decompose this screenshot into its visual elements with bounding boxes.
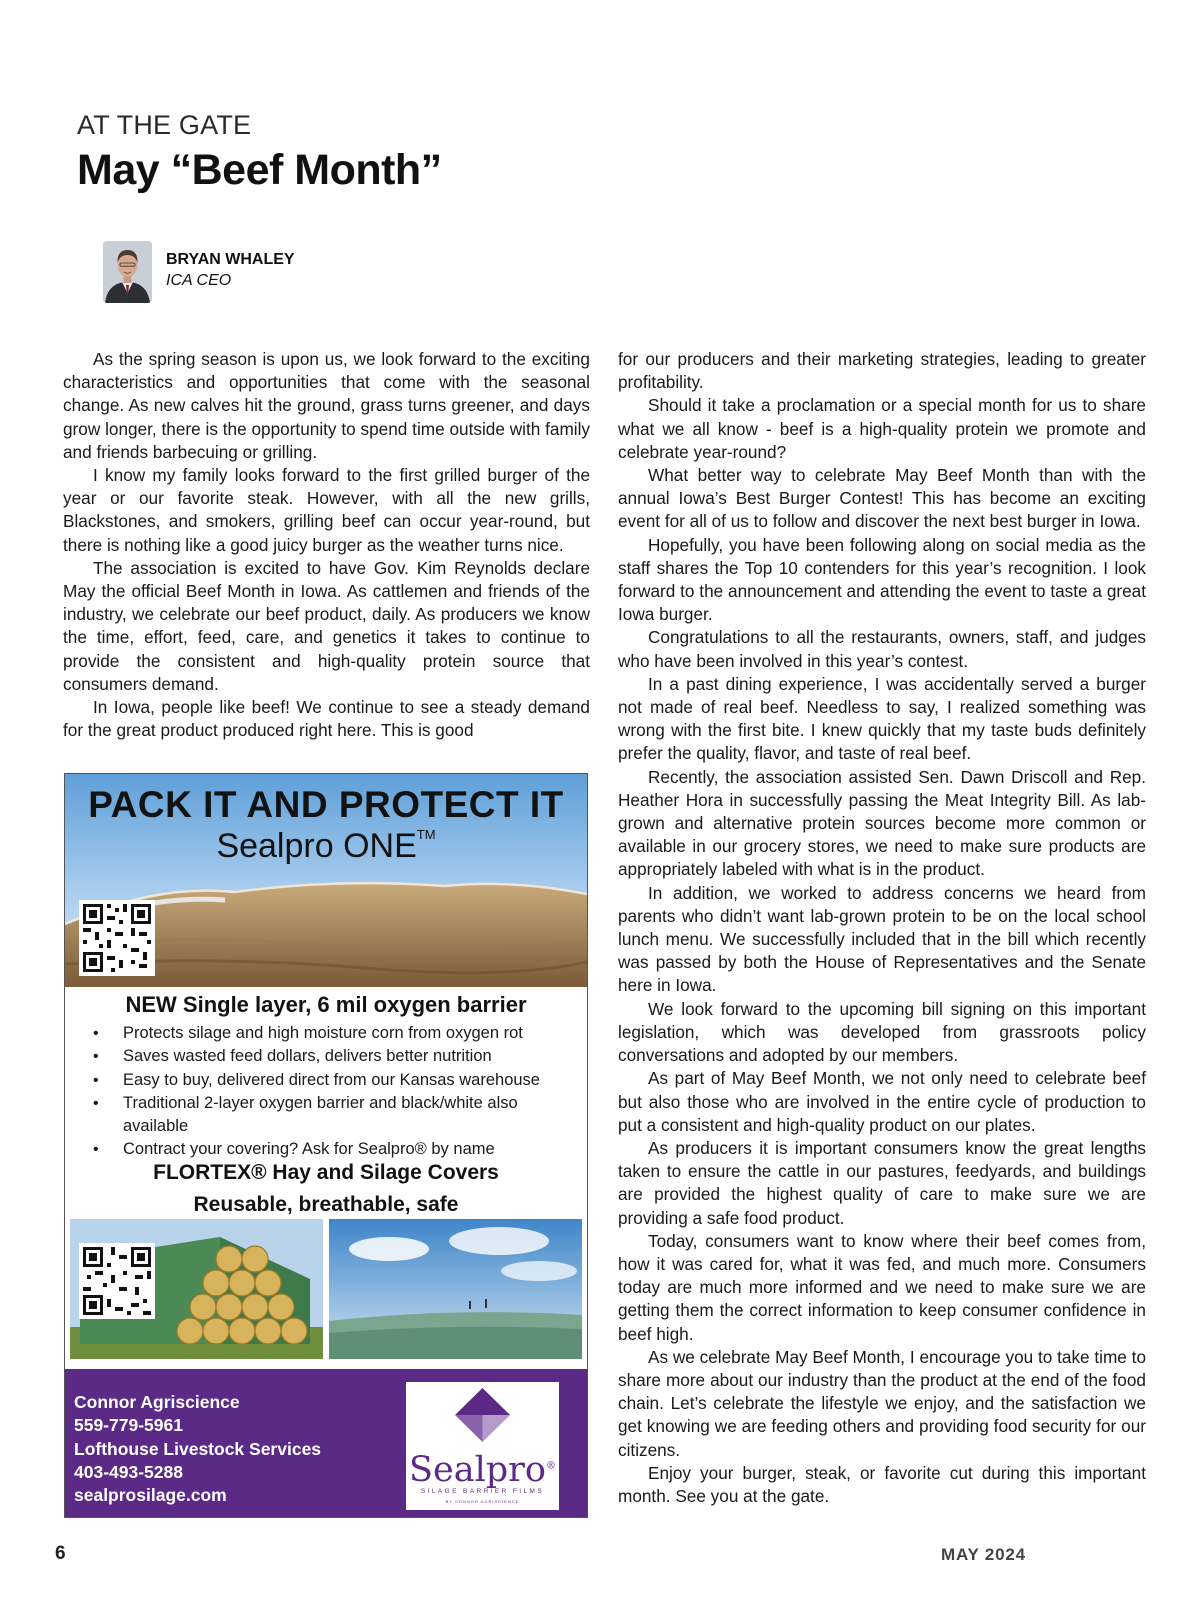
paragraph: Congratulations to all the restaurants, owners, staff, and judges who have been involved in this year’s contest.: [618, 627, 1146, 671]
paragraph: Recently, the association assisted Sen. Dawn Driscoll and Rep. Heather Hora in successfully passing the Meat Integrity Bill. As lab-grown and alternative protein sources become more common or available in our grocery stores, we need to make sure products are appropriately labeled with what is in the product.: [618, 766, 1146, 880]
list-item: • Contract your covering? Ask for Sealpro® by name: [93, 1138, 573, 1161]
field-covers-photo: [329, 1219, 582, 1359]
contact-website-link[interactable]: sealprosilage.com: [74, 1485, 227, 1506]
paragraph: What better way to celebrate May Beef Month than with the annual Iowa’s Best Burger Contest! This has become an exciting event for all of us to follow and discover the next best burger in Iowa.: [618, 465, 1146, 532]
author-byline: [103, 241, 503, 305]
qr-code-icon[interactable]: [79, 900, 155, 976]
paragraph: I know my family looks forward to the first grilled burger of the year or our favorite steak. However, with all the new grills, Blackstones, and smokers, grilling beef can occur year-round, but there is nothing like a good juicy burger as the weather turns nice.: [63, 465, 590, 555]
author-photo: [103, 241, 152, 303]
paragraph: In Iowa, people like beef! We continue to see a steady demand for the great product produced right here. This is good: [63, 697, 590, 741]
paragraph: As the spring season is upon us, we look forward to the exciting characteristics and opportunities that come with the seasonal change. As new calves hit the ground, grass turns greener, and days grow longer, there is the opportunity to spend time outside with family and friends barbecuing or grilling.: [63, 349, 590, 462]
paragraph: The association is excited to have Gov. Kim Reynolds declare May the official Beef Month in Iowa. As cattlemen and friends of the industry, we celebrate our beef product, daily. As producers we know the time, effort, feed, care, and genetics it takes to continue to provide the consistent and high-quality protein source that consumers demand.: [63, 557, 590, 694]
contact-phone[interactable]: 559-779-5961: [74, 1415, 183, 1436]
paragraph: Today, consumers want to know where their beef comes from, how it was cared for, what it was fed, and much more. Consumers today are much more informed and we need to make sure we are getting them the correct information to keep consumer confidence in beef high.: [618, 1230, 1146, 1344]
ad-product-label: Sealpro ONE: [216, 827, 417, 865]
sealpro-advertisement[interactable]: [64, 773, 588, 1518]
contact-company: Lofthouse Livestock Services: [74, 1438, 322, 1459]
paragraph: As we celebrate May Beef Month, I encourage you to take time to share more about our industry than the product at the end of the food chain. Let’s celebrate the lifestyle we enjoy, and the satisfaction we get knowing we are feeding others and providing food security for our citizens.: [618, 1346, 1146, 1460]
flortex-tagline: Reusable, breathable, safe: [193, 1193, 459, 1216]
author-role: ICA CEO: [166, 272, 232, 289]
article-column-right: [618, 348, 1146, 1508]
contact-company: Connor Agriscience: [74, 1392, 240, 1412]
paragraph: Enjoy your burger, steak, or favorite cut during this important month. See you at the gate.: [618, 1462, 1146, 1506]
issue-date: MAY 2024: [941, 1545, 1026, 1564]
sealpro-diamond-icon: [406, 1382, 559, 1452]
ad-product-name: [65, 827, 587, 866]
logo-tagline: SILAGE BARRIER FILMS: [420, 1488, 545, 1495]
list-item: • Protects silage and high moisture corn from oxygen rot: [93, 1022, 573, 1045]
ad-headline: PACK IT AND PROTECT IT: [88, 784, 564, 825]
ad-flortex-heading: [65, 1157, 587, 1221]
paragraph: Should it take a proclamation or a special month for us to share what we all know - beef is a high-quality protein we promote and celebrate year-round?: [618, 395, 1146, 462]
paragraph: As producers it is important consumers know the great lengths taken to ensure the cattle in our pastures, feedyards, and buildings are provided the highest quality of care to make sure we are providing a safe food product.: [618, 1137, 1146, 1228]
list-item: • Saves wasted feed dollars, delivers better nutrition: [93, 1045, 573, 1068]
ad-subheadline: NEW Single layer, 6 mil oxygen barrier: [125, 992, 527, 1017]
list-item: • Traditional 2-layer oxygen barrier and black/white also available: [93, 1092, 573, 1139]
page-number: 6: [55, 1543, 66, 1564]
ad-contact-list: [74, 1391, 321, 1507]
article-column-left: [63, 348, 590, 742]
trademark-mark: TM: [416, 827, 436, 842]
author-name: BRYAN WHALEY: [166, 251, 295, 268]
paragraph-continued: for our producers and their marketing strategies, leading to greater profitability.: [618, 349, 1146, 393]
paragraph: As part of May Beef Month, we not only need to celebrate beef but also those who are involved in the entire cycle of production to put a consistent and high-quality product on our plates.: [618, 1068, 1146, 1135]
section-label: AT THE GATE: [77, 110, 252, 140]
logo-registered-mark: ®: [545, 1460, 556, 1472]
ad-contact-panel: [65, 1369, 587, 1517]
logo-wordmark: [406, 1450, 559, 1490]
page-title: May “Beef Month”: [77, 146, 442, 194]
paragraph: Hopefully, you have been following along on social media as the staff shares the Top 10 contenders for this year’s recognition. I look forward to the announcement and attending the event to taste a great Iowa burger.: [618, 534, 1146, 625]
qr-code-icon[interactable]: [79, 1243, 155, 1319]
flortex-title: FLORTEX® Hay and Silage Covers: [153, 1161, 499, 1184]
paragraph: In addition, we worked to address concerns we heard from parents who didn’t want lab-grown protein to be on the local school lunch menu. We successfully included that in the bill which recently was passed by both the House of Representatives and the Senate here in Iowa.: [618, 882, 1146, 996]
paragraph: In a past dining experience, I was accidentally served a burger not made of real beef. Needless to say, I realized something was wrong with the first bite. I knew quickly that my taste buds definitely prefer the quality, flavor, and taste of real beef.: [618, 673, 1146, 764]
ad-feature-list: [93, 1022, 573, 1162]
paragraph: We look forward to the upcoming bill signing on this important legislation, which was developed from grassroots policy conversations and adopted by our members.: [618, 998, 1146, 1066]
list-item: • Easy to buy, delivered direct from our Kansas warehouse: [93, 1069, 573, 1092]
contact-phone[interactable]: 403-493-5288: [74, 1461, 183, 1482]
logo-text: Sealpro: [409, 1450, 546, 1490]
logo-byline: BY CONNOR AGRISCIENCE: [445, 1499, 520, 1504]
sealpro-logo: [406, 1382, 559, 1510]
